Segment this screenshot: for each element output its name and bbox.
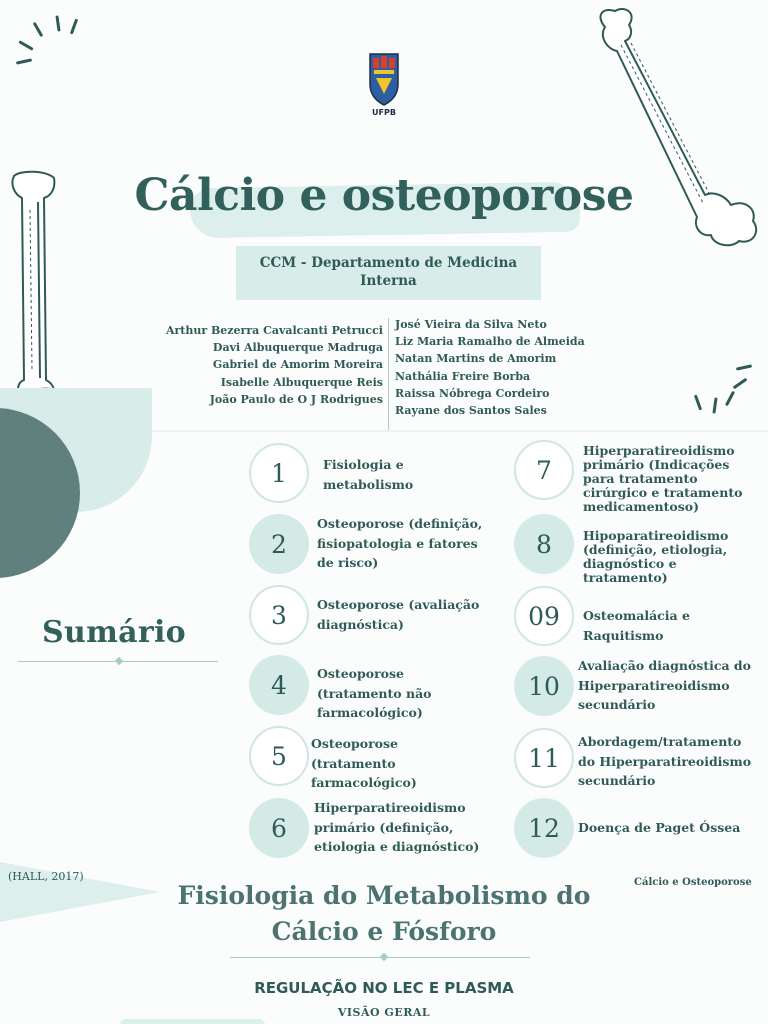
summary-item-label[interactable]: Hiperparatireoidismo primário (Indicações para tratamento cirúrgico e tratamento medicamentoso) <box>583 443 743 514</box>
summary-item-label[interactable]: Hiperparatireoidismo primário (definição, etiologia e diagnóstico) <box>314 800 480 854</box>
summary-number: 10 <box>514 656 574 716</box>
summary-item-label[interactable]: Osteoporose (tratamento farmacológico) <box>311 736 417 790</box>
ufpb-logo <box>360 50 408 122</box>
summary-number: 11 <box>514 728 574 788</box>
author-name: José Vieira da Silva Neto <box>395 318 547 331</box>
author-name: Raissa Nóbrega Cordeiro <box>395 386 550 400</box>
author-name: Rayane dos Santos Sales <box>395 404 547 418</box>
summary-number: 6 <box>249 798 309 858</box>
summary-number: 3 <box>249 585 309 645</box>
department-box <box>236 246 541 300</box>
department-name: CCM - Departamento de Medicina Interna <box>259 255 518 289</box>
summary-number: 09 <box>514 586 574 646</box>
summary-item-label[interactable]: Fisiologia e metabolismo <box>323 457 414 492</box>
author-name: Isabelle Albuquerque Reis <box>220 375 383 389</box>
author-name: Natan Martins de Amorim <box>395 352 557 366</box>
summary-item-label[interactable]: Doença de Paget Óssea <box>578 820 741 835</box>
summary-number: 8 <box>514 514 574 574</box>
reference-citation: (HALL, 2017) <box>8 870 84 883</box>
author-name: Gabriel de Amorim Moreira <box>212 358 383 372</box>
summary-title: Sumário <box>42 615 186 650</box>
summary-item-label[interactable]: Abordagem/tratamento do Hiperparatireoidismo secundário <box>578 734 752 788</box>
summary-number: 4 <box>249 655 309 715</box>
author-name: João Paulo de O J Rodrigues <box>209 392 383 406</box>
summary-number: 5 <box>249 726 309 786</box>
summary-title-diamond <box>115 657 123 665</box>
summary-item-label[interactable]: Osteoporose (avaliação diagnóstica) <box>317 597 480 632</box>
decorative-blob <box>120 1019 265 1024</box>
logo-text: UFPB <box>372 108 396 117</box>
summary-number: 1 <box>249 443 309 503</box>
summary-item-label[interactable]: Hipoparatireoidismo (definição, etiologia, diagnóstico e tratamento) <box>583 528 729 585</box>
page-title: Cálcio e osteoporose <box>134 170 634 221</box>
author-name: Davi Albuquerque Madruga <box>212 341 383 355</box>
summary-item-label[interactable]: Avaliação diagnóstica do Hiperparatireoidismo secundário <box>578 658 752 712</box>
authors-right-column <box>395 316 595 419</box>
summary-number: 7 <box>514 440 574 500</box>
authors-left-column <box>140 322 383 408</box>
author-name: Nathália Freire Borba <box>395 369 531 383</box>
author-name: Arthur Bezerra Cavalcanti Petrucci <box>165 324 383 337</box>
authors-divider <box>388 318 389 430</box>
section-label: VISÃO GERAL <box>337 1006 431 1019</box>
footer-tag: Cálcio e Osteoporose <box>634 877 752 888</box>
section-title: Fisiologia do Metabolismo do Cálcio e Fósforo <box>177 881 591 946</box>
section-subtitle: REGULAÇÃO NO LEC E PLASMA <box>254 979 514 997</box>
summary-number: 2 <box>249 514 309 574</box>
section-title-diamond <box>380 953 388 961</box>
summary-item-label[interactable]: Osteoporose (definição, fisiopatologia e fatores de risco) <box>317 516 483 570</box>
summary-item-label[interactable]: Osteomalácia e Raquitismo <box>583 608 690 643</box>
summary-number: 12 <box>514 798 574 858</box>
author-name: Liz Maria Ramalho de Almeida <box>395 335 585 349</box>
university-crest-icon <box>364 50 404 106</box>
summary-item-label[interactable]: Osteoporose (tratamento não farmacológico) <box>317 666 432 720</box>
